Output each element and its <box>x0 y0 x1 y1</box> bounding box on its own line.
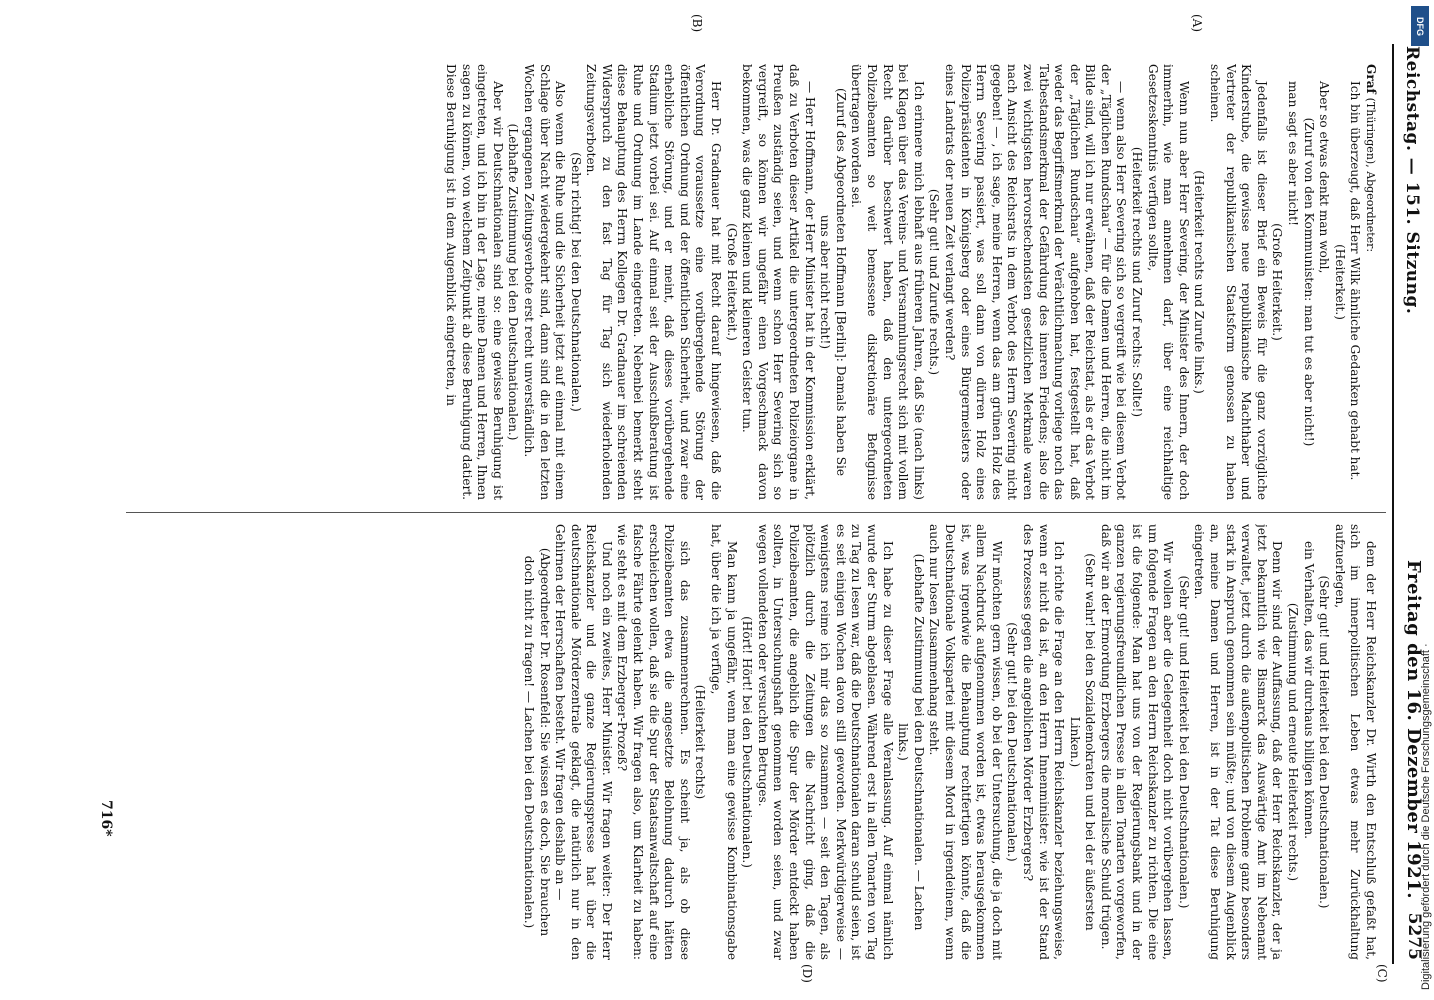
left-paragraph: Herr Dr. Gradnauer hat mit Recht darauf hingewiesen, daß die Verordnung voraussetze eine vorübergehende Störung der öffentlichen Ordnung und der öffentlichen Sicherheit, und zwar eine erhebliche Störung, und er meint, daß dieses vorübergehende Stadium jetzt vorbei sei. Auf einmal seit der Ausschußberatung ist Ruhe und Ordnung im Lande eingetreten. Nebenbei bemerkt steht diese Behauptung des Herrn Kollegen Dr. Gradnauer im schreienden Widerspruch zu den fast Tag für Tag sich wiederholenden Zeitungsverboten. <box>584 64 724 500</box>
dfg-stamp-text: Digitalisierung gefördert durch die Deutsche Forschungsgemeinschaft · <box>1420 643 1432 990</box>
margin-label-c: (C) <box>1375 964 1389 983</box>
right-paragraph: Und noch ein zweites, Herr Minister. Wir fragen weiter: Der Herr Reichskanzler und die ganze Regierungspresse hat über die deutschnationale Mörderzentrale geklagt, die natürlich nur in den Gehirnen der Herrschaften besteht. Wir fragen deshalb an — <box>553 524 614 960</box>
left-paragraph: (Heiterkeit rechts und Zuruf rechts: Sollte!) <box>1130 146 1145 418</box>
left-paragraph: Ich bin überzeugt, daß Herr Wilk ähnliche Gedanken gehabt hat. <box>1348 80 1363 481</box>
right-paragraph: (Abgeordneter Dr. Rosenfeld: Sie wissen es doch, Sie brauchen doch nicht zu fragen! — Lachen bei den Deutschnationalen.) <box>521 547 552 937</box>
right-paragraph: Ich richte die Frage an den Herrn Reichskanzler beziehungsweise, wenn er nicht da ist, an den Herrn Innenminister: wie ist der Stand des Prozesses gegen die angeblichen Mörder Erzbergers? <box>1020 524 1067 960</box>
column-divider <box>126 512 1386 513</box>
right-paragraph: (Heiterkeit rechts) <box>693 684 708 800</box>
left-paragraph: Aber wir Deutschnationalen sind so: eine gewisse Beruhigung ist eingetreten, und ich bin in der Lage, meine Damen und Herren, Ihnen sagen zu können, von welchem Zeitpunkt ab diese Beruhigung datiert. Diese Beruhigung ist in dem Augenblick eingetreten, in <box>443 64 505 500</box>
left-paragraph: (Zuruf von den Kommunisten: man tut es aber nicht!) <box>1301 117 1316 447</box>
right-paragraph: dem der Herr Reichskanzler Dr. Wirth den Entschluß gefaßt hat, sich im innerpolitischen Leben etwas mehr Zurückhaltung aufzuerlegen, <box>1332 524 1378 960</box>
left-paragraph: (Zuruf des Abgeordneten Hoffmann [Berlin]: Damals haben Sie uns aber nicht recht!) <box>818 87 848 477</box>
header-session: Reichstag. — 151. Sitzung. <box>1402 46 1422 315</box>
margin-label-d: (D) <box>800 964 814 983</box>
left-paragraph: Also wenn die Ruhe und die Sicherheit jetzt auf einmal mit einem Schlage über Nacht wiedergekehrt sind, dann sind die in den letzten Wochen ergangenen Zeitungsverbote erst recht unverständlich. <box>521 64 568 500</box>
right-paragraph: Ich habe zu dieser Frage alle Veranlassung. Auf einmal nämlich wurde der Sturm abgeblasen. Während erst in allen Tonarten von Tag zu Tag zu lesen war, daß die Deutschnationalen daran schuld seien, ist es seit einigen Wochen davon still geworden. Merkwürdigerweise — wenigstens reime ich mir das so zusammen — seit den Tagen, als plötzlich durch die Zeitungen die Nachricht ging, daß die Polizeibeamten, die angeblich die Spur der Mörder entdeckt haben sollten, in Untersuchungshaft genommen worden seien, und zwar wegen vollendeten oder versuchten Betruges. <box>755 524 895 960</box>
right-paragraph: Wir möchten gern wissen, ob bei der Untersuchung, die ja doch mit allem Nachdruck aufgenommen worden ist, etwas herausgekommen ist, was irgendwie die Behauptung rechtfertigen könnte, daß die Deutschnationale Volkspartei mit diesem Mord in irgendeinem, wenn auch nur losen Zusammenhang steht. <box>927 524 1004 960</box>
left-column <box>138 64 1378 500</box>
left-paragraph: Jedenfalls ist dieser Brief ein Beweis für die ganz vorzügliche Kinderstube, die gewisse neue republikanische Machthaber und Vertreter der republikanischen Staatsform genossen zu haben scheinen. <box>1208 64 1269 500</box>
header-date: Freitag den 16. Dezember 1921. <box>1403 560 1424 899</box>
right-paragraph: (Sehr gut! und Heiterkeit bei den Deutschnationalen.) <box>1176 575 1191 909</box>
right-paragraph: sich das zusammenrechnen. Es scheint ja, als ob diese Polizeibeamten etwa die angesetzte Belohnung dadurch hätten erschleichen wollen, daß sie die Spur der Staatsanwaltschaft auf eine falsche Fährte gelenkt haben. Wir fragen also, um Klarheit zu haben: wie steht es mit dem Erzberger-Prozeß? <box>615 524 692 960</box>
left-paragraph: Ich erinnere mich lebhaft aus früheren Jahren, daß Sie (nach links) bei Klagen über das Vereins- und Versammlungsrecht sich mit vollem Recht darüber beschwert haben, daß den untergeordneten Polizeibeamten so weit bemessene diskretionäre Befugnisse übertragen worden sei. <box>849 64 926 500</box>
right-paragraph: (Sehr gut! bei den Deutschnationalen.) <box>1005 622 1020 862</box>
left-paragraph: (Sehr gut! und Zurufe rechts.) <box>927 188 942 376</box>
left-paragraph: (Große Heiterkeit.) <box>1270 223 1285 341</box>
left-paragraph: Aber so etwas denkt man wohl, <box>1317 80 1332 274</box>
speaker-line <box>1362 64 1378 500</box>
page-number: 5275 <box>1404 912 1424 960</box>
left-paragraph: (Große Heiterkeit.) <box>724 223 739 341</box>
left-paragraph: (Sehr richtig! bei den Deutschnationalen.) <box>568 152 583 412</box>
right-paragraph: (Lebhafte Zustimmung bei den Deutschnationalen. — Lachen links.) <box>896 553 926 931</box>
right-paragraph: ein Verhalten, das wir durchaus billigen können. <box>1301 540 1316 840</box>
margin-label-b: (B) <box>690 14 704 33</box>
signature-mark: 716* <box>98 800 114 837</box>
left-paragraph: (Lebhafte Zustimmung bei den Deutschnationalen.) <box>506 123 521 441</box>
header-rule <box>1392 44 1394 964</box>
left-paragraph: man sagt es aber nicht! <box>1286 80 1301 226</box>
left-paragraph: — wenn also Herr Severing sich so vergreift wie bei diesem Verbot der „Täglichen Rundschau“ — für die Damen und Herren, die nicht im Bilde sind, will ich nur erwähnen, daß der Reichstat, als er das Verbot der „Täglichen Rundschau“ aufgehoben hat, festgestellt hat, daß weder das Begriffsmerkmal der Verächtlichmachung vorliege noch das Tatbestandsmerkmal der Gefährdung des inneren Friedens; also die zwei wichtigsten hervorstechendsten gesetzlichen Merkmale waren nach Ansicht des Reichsrats in dem Verbot des Herrn Severing nicht gegeben! — , ich sage, meine Herren, wenn das am grünen Holz des Herrn Severing passiert, was soll dann von dürren Holz eines Polizeipräsidenten in Königsberg oder eines Bürgermeisters oder eines Landrats der neuen Zeit verlangt werden? <box>942 64 1129 500</box>
left-paragraph: (Heiterkeit rechts und Zurufe links.) <box>1192 170 1207 394</box>
dfg-logo: DFG <box>1411 6 1429 46</box>
right-column <box>138 524 1378 960</box>
right-paragraph: (Sehr gut! und Heiterkeit bei den Deutschnationalen.) <box>1317 575 1332 909</box>
right-paragraph: (Zustimmung und erneute Heiterkeit rechts.) <box>1286 602 1301 882</box>
left-paragraph: (Heiterkeit.) <box>1332 244 1347 320</box>
right-paragraph: Man kann ja ungefähr, wenn man eine gewisse Kombinationsgabe hat, über die ich ja verfüge, <box>709 524 739 960</box>
speaker-name: Graf <box>1364 64 1378 94</box>
right-paragraph: Wir wollen aber die Gelegenheit doch nicht vorübergehen lassen, um folgende Fragen an den Herrn Reichskanzler zu richten. Die eine ist die folgende: Man hat uns von der Regierungsbank und in der ganzen regierungsfreundlichen Presse in allen Tonarten vorgeworfen, daß wir an der Ermordung Erzbergers die moralische Schuld trügen. <box>1098 524 1176 960</box>
left-paragraph: — Herr Hoffmann, der Herr Minister hat in der Kommission erklärt, daß zu Verboten dieser Artikel die untergeordneten Polizeiorgane in Preußen zuständig seien, und wenn schon Herr Severing sich so vergreift, so können wir ungefähr einen Vorgeschmack davon bekommen, was die ganz kleinen und kleineren Geister tun. <box>740 64 817 500</box>
right-paragraph: (Sehr wahr! bei den Sozialdemokraten und bei der äußersten Linken.) <box>1067 553 1098 931</box>
margin-label-a: (A) <box>1190 14 1204 33</box>
left-paragraph: Wenn nun aber Herr Severing, der Minister des Innern, der doch immerhin, wie man annehmen darf, über eine reichhaltige Gesetzeskenntnis verfügen sollte, <box>1145 64 1191 500</box>
right-paragraph: (Hört! Hört! bei den Deutschnationalen.) <box>740 616 755 868</box>
left-paragraphs <box>442 64 1362 500</box>
right-paragraph: Denn wir sind der Auffassung, daß der Herr Reichskanzler, der ja jetzt bekanntlich wie Bismarck das Auswärtige Amt im Nebenamt verwaltet, jetzt durch die außenpolitischen Probleme ganz besonders stark in Anspruch genommen sein müßte; und von diesem Augenblick an, meine Damen und Herren, ist in der Tat diese Beruhigung eingetreten. <box>1192 524 1285 960</box>
speaker-detail: (Thüringen), Abgeordneter: <box>1364 97 1377 253</box>
right-paragraphs <box>520 524 1378 960</box>
